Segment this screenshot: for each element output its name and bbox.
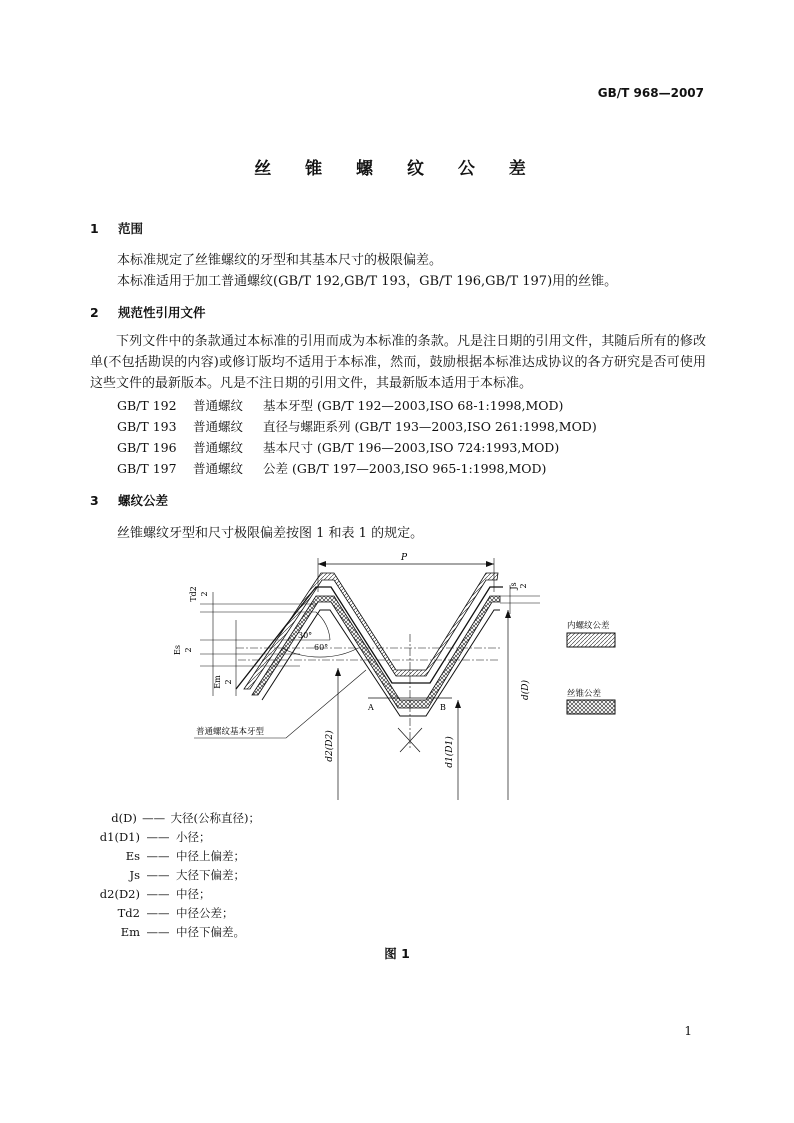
legend-symbol: Js xyxy=(129,868,140,882)
legend-desc: 大径下偏差； xyxy=(176,868,245,882)
arrow-head xyxy=(318,561,326,567)
legend-symbol: Em xyxy=(120,925,140,939)
major-diameter-label: d(D) xyxy=(521,680,531,700)
section-1-title: 范围 xyxy=(118,221,144,236)
js-divisor: 2 xyxy=(519,583,528,589)
document-title: 丝 锥 螺 纹 公 差 xyxy=(254,159,540,179)
legend-row xyxy=(90,828,260,847)
em-divisor: 2 xyxy=(224,679,233,685)
angle-arc xyxy=(316,612,330,640)
arrow-head xyxy=(486,561,494,567)
reference-name: 普通螺纹 xyxy=(193,461,244,476)
td2-divisor: 2 xyxy=(200,591,209,597)
tap-tolerance-label: 丝锥公差 xyxy=(567,689,602,699)
vertex-line xyxy=(398,728,420,752)
legend-symbol: Td2 xyxy=(117,906,140,920)
td2-label: Td2 xyxy=(189,586,198,602)
reference-name: 普通螺纹 xyxy=(193,419,244,434)
legend-symbol: d2(D2) xyxy=(99,887,140,901)
legend-row xyxy=(90,809,260,828)
legend-symbol: d(D) xyxy=(111,811,137,825)
legend-desc: 中径下偏差。 xyxy=(176,925,245,939)
legend-desc: 中径上偏差； xyxy=(176,849,245,863)
page-number: 1 xyxy=(684,1024,692,1038)
section-2-paragraph: 下列文件中的条款通过本标准的引用而成为本标准的条款。凡是注日期的引用文件，其随后所有的修改单(不包括勘误的内容)或修订版均不适用于本标准，然而，鼓励根据本标准达成协议的各方研究是否可使用这些文件的最新版本。凡是不注日期的引用文件，其最新版本适用于本标准。 xyxy=(90,334,706,391)
section-1-para-1: 本标准规定了丝锥螺纹的牙型和其基本尺寸的极限偏差。 xyxy=(117,253,443,268)
reference-title: 基本尺寸 (GB/T 196—2003,ISO 724:1993,MOD) xyxy=(263,440,560,455)
pitch-label: P xyxy=(400,553,408,563)
js-label: Js xyxy=(509,582,518,590)
legend-row xyxy=(90,904,260,923)
legend-row xyxy=(90,885,260,904)
point-b-label: B xyxy=(440,703,446,712)
legend-desc: 中径； xyxy=(176,887,211,901)
section-2-number: 2 xyxy=(90,305,99,320)
em-label: Em xyxy=(213,675,222,689)
legend-dash: —— xyxy=(146,849,170,863)
symbol-legend xyxy=(90,809,260,942)
arrow-head xyxy=(455,700,461,708)
reference-code: GB/T 197 xyxy=(117,461,177,476)
section-3-para: 丝锥螺纹牙型和尺寸极限偏差按图 1 和表 1 的规定。 xyxy=(117,526,424,541)
reference-code: GB/T 193 xyxy=(117,419,177,434)
legend-dash: —— xyxy=(146,887,170,901)
legend-symbol: d1(D1) xyxy=(99,830,140,844)
arrow-head xyxy=(335,668,341,676)
legend-symbol: Es xyxy=(125,849,140,863)
basic-profile-line xyxy=(236,587,503,689)
point-a-label: A xyxy=(368,703,374,712)
es-label: Es xyxy=(173,645,182,655)
reference-title: 直径与螺距系列 (GB/T 193—2003,ISO 261:1998,MOD) xyxy=(263,419,597,434)
reference-name: 普通螺纹 xyxy=(193,398,244,413)
legend-desc: 小径； xyxy=(176,830,211,844)
reference-title: 基本牙型 (GB/T 192—2003,ISO 68-1:1998,MOD) xyxy=(263,398,564,413)
legend-dash: —— xyxy=(146,868,170,882)
tap-tolerance-swatch xyxy=(567,700,615,714)
section-3-title: 螺纹公差 xyxy=(118,493,169,508)
figure-caption: 图 1 xyxy=(384,946,410,961)
legend-dash: —— xyxy=(146,830,170,844)
reference-name: 普通螺纹 xyxy=(193,440,244,455)
legend-dash: —— xyxy=(146,925,170,939)
internal-tolerance-label: 内螺纹公差 xyxy=(567,621,610,631)
legend-dash: —— xyxy=(146,906,170,920)
legend-dash: —— xyxy=(142,811,166,825)
angle-30-label: 30° xyxy=(298,631,313,640)
es-divisor: 2 xyxy=(184,647,193,653)
section-1-number: 1 xyxy=(90,221,99,236)
legend-desc: 中径公差； xyxy=(176,906,234,920)
section-1-para-2: 本标准适用于加工普通螺纹(GB/T 192,GB/T 193，GB/T 196,GB/T 197)用的丝锥。 xyxy=(117,274,618,289)
legend-row xyxy=(90,866,260,885)
standard-number: GB/T 968—2007 xyxy=(597,86,704,100)
section-3-number: 3 xyxy=(90,493,99,508)
pitch-diameter-label: d2(D2) xyxy=(325,730,335,762)
internal-tolerance-swatch xyxy=(567,633,615,647)
legend-row xyxy=(90,847,260,866)
vertex-line xyxy=(400,728,422,752)
minor-diameter-label: d1(D1) xyxy=(445,736,455,768)
section-2-title: 规范性引用文件 xyxy=(118,305,206,320)
legend-row xyxy=(90,923,260,942)
legend-desc: 大径(公称直径)； xyxy=(170,811,260,825)
reference-title: 公差 (GB/T 197—2003,ISO 965-1:1998,MOD) xyxy=(263,461,547,476)
reference-code: GB/T 192 xyxy=(117,398,177,413)
reference-code: GB/T 196 xyxy=(117,440,177,455)
basic-profile-label: 普通螺纹基本牙型 xyxy=(196,727,265,737)
angle-60-label: 60° xyxy=(314,643,329,652)
